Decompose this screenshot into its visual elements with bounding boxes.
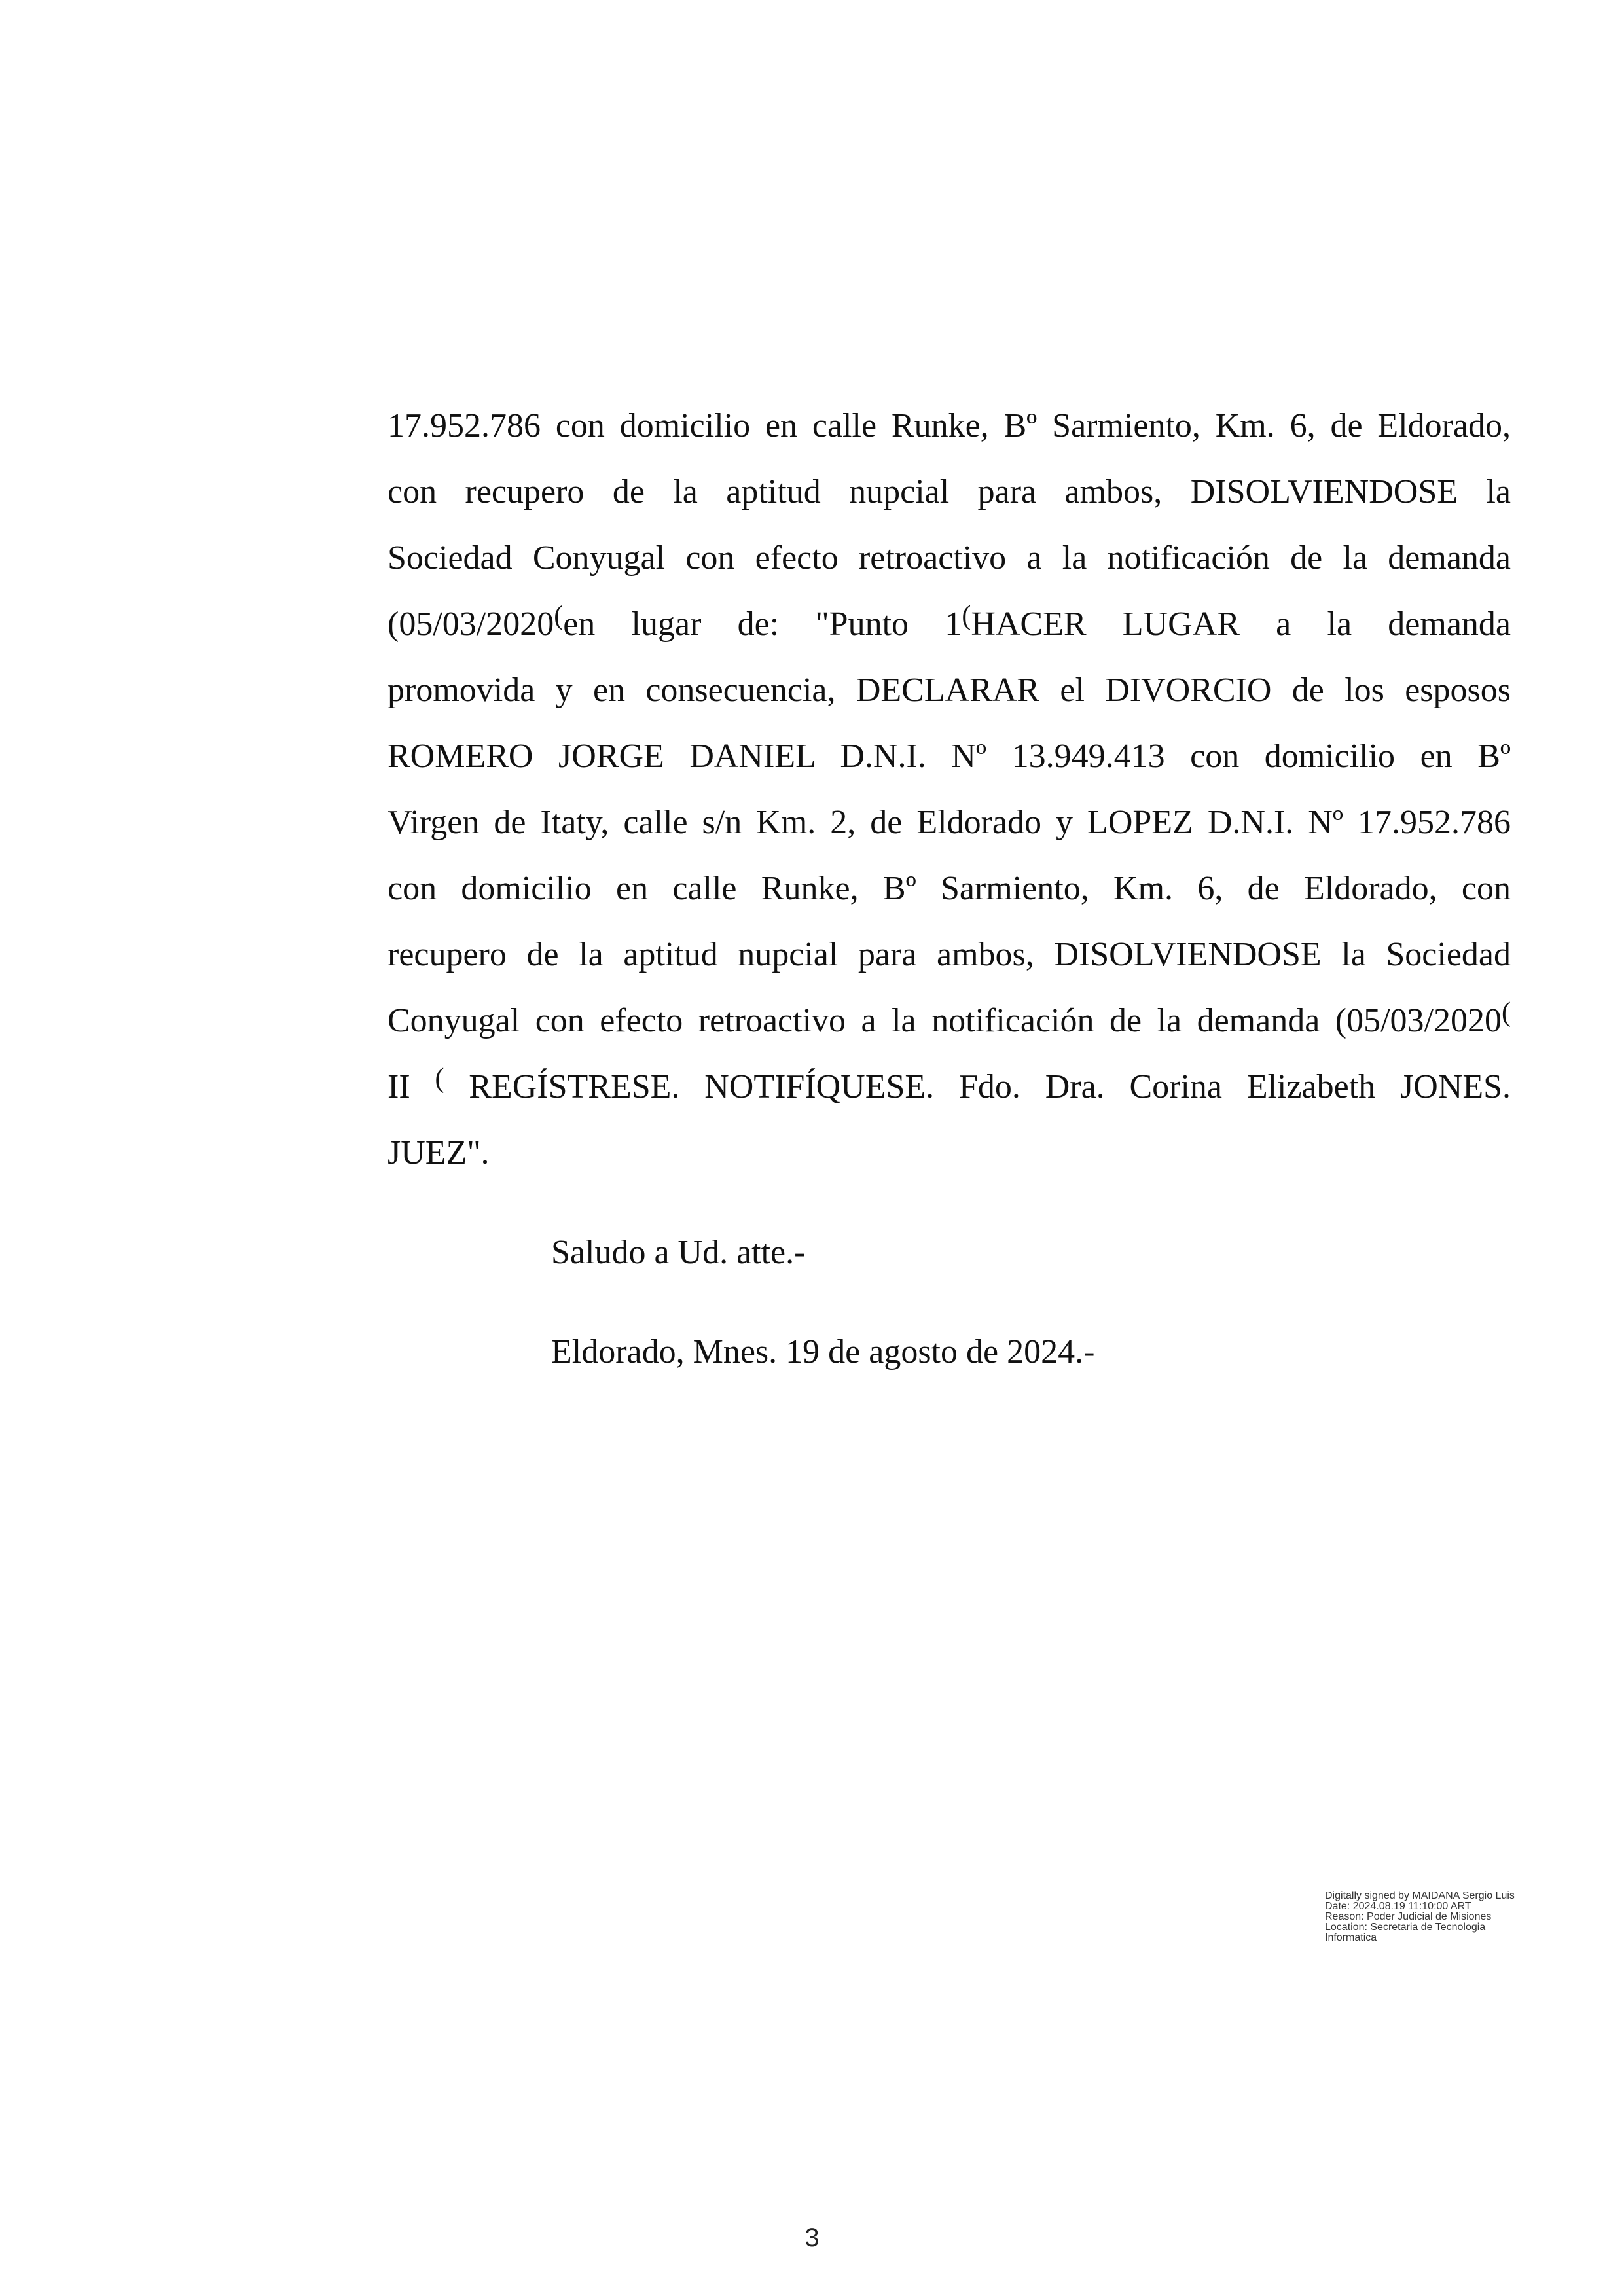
body-line-2: con recupero de la aptitud nupcial para ambos, DISOLVIENDOSE la [388,473,1511,511]
superscript-mark: ( [962,601,971,631]
digital-signature [1325,1891,1561,1943]
superscript-mark: ( [1502,997,1511,1028]
signature-line: Location: Secretaria de Tecnologia [1325,1922,1486,1933]
body-line-7: Virgen de Itaty, calle s/n Km. 2, de Eldorado y LOPEZ D.N.I. Nº 17.952.786 [388,804,1511,841]
place-date: Eldorado, Mnes. 19 de agosto de 2024.- [551,1333,1095,1371]
text-segment: en lugar de: "Punto 1 [563,605,962,643]
body-line-12: JUEZ". [388,1134,490,1172]
superscript-mark: ( [554,601,564,631]
body-text [388,393,1511,1186]
body-line-5: promovida y en consecuencia, DECLARAR el DIVORCIO de los esposos [388,672,1511,709]
text-segment: II [388,1068,410,1105]
body-line-10 [388,988,1511,1054]
body-line-11 [388,1054,1511,1120]
date-text: (05/03/2020 [388,605,554,643]
body-line-6: ROMERO JORGE DANIEL D.N.I. Nº 13.949.413 con domicilio en Bº [388,738,1511,775]
body-line-3: Sociedad Conyugal con efecto retroactivo a la notificación de la demanda [388,539,1511,577]
signature-line: Informatica [1325,1932,1377,1943]
body-line-1: 17.952.786 con domicilio en calle Runke, Bº Sarmiento, Km. 6, de Eldorado, [388,407,1511,444]
text-segment: Conyugal con efecto retroactivo a la notificación de la demanda (05/03/2020 [388,1002,1502,1039]
body-line-4 [388,591,1511,657]
signature-line: Reason: Poder Judicial de Misiones [1325,1911,1492,1922]
text-segment: REGÍSTRESE. NOTIFÍQUESE. Fdo. Dra. Corina Elizabeth JONES. [469,1068,1511,1105]
closing-greeting: Saludo a Ud. atte.- [551,1234,806,1271]
signature-line: Digitally signed by MAIDANA Sergio Luis [1325,1890,1515,1901]
body-line-8: con domicilio en calle Runke, Bº Sarmiento, Km. 6, de Eldorado, con [388,870,1511,907]
page-number: 3 [804,2223,820,2252]
superscript-mark: ( [435,1064,444,1094]
signature-line: Date: 2024.08.19 11:10:00 ART [1325,1901,1471,1912]
text-segment: HACER LUGAR a la demanda [971,605,1511,643]
body-line-9: recupero de la aptitud nupcial para ambos, DISOLVIENDOSE la Sociedad [388,936,1511,973]
